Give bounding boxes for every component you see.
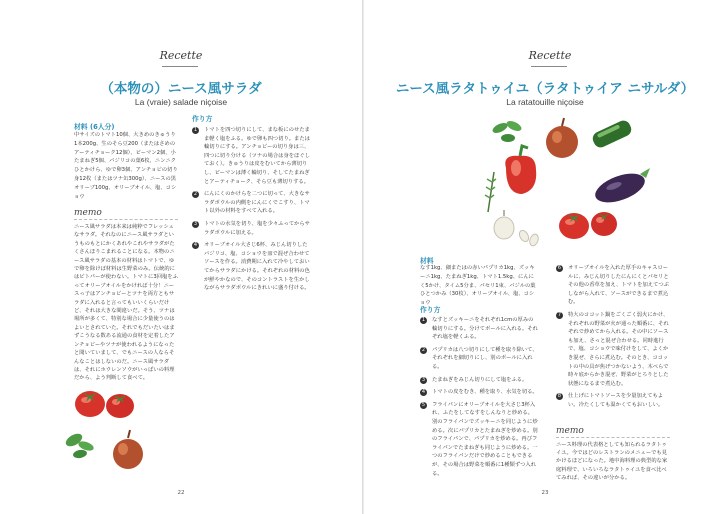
right-page xyxy=(364,0,726,514)
brand-underline xyxy=(162,66,198,67)
method-heading: 作り方 xyxy=(420,306,441,314)
brand-underline xyxy=(531,66,567,67)
step-item xyxy=(420,376,538,385)
step-text: 仕上げにトマトソースを少量加えてもよい。冷たくしても温かくてもおいしい。 xyxy=(568,393,664,408)
recipe-subtitle: La ratatouille niçoise xyxy=(506,97,584,107)
left-page xyxy=(0,0,362,514)
memo-box xyxy=(74,208,178,383)
step-number: 1 xyxy=(421,317,426,323)
step-item xyxy=(556,311,670,388)
page-number: 22 xyxy=(177,490,185,496)
eggplant-icon xyxy=(591,168,650,208)
memo-box xyxy=(556,426,670,482)
ingredients-text: 中サイズのトマト10個、大きめのきゅうり1本200g、生のそら豆200（またはさめのアーティチョーク12個）、ピーマン2個、小たまねぎ5個、バジリコの葉6枚、ニンニクひとかけら、ゆで卵3個、アンチョビの切り身12枚（またはツナ缶300g）、ニースの黒オリーブ100g、オリーブオイル、塩、コショウ xyxy=(74,132,178,200)
step-number: 5 xyxy=(421,401,426,408)
garlic-icon xyxy=(494,210,540,247)
basil-leaf-icon xyxy=(491,119,523,142)
step-item xyxy=(420,316,538,342)
recipe-title: （本物の）ニース風サラダ xyxy=(100,81,262,97)
tomato-icon xyxy=(559,213,589,239)
step-item xyxy=(556,392,670,409)
onion-icon xyxy=(546,118,578,158)
step-item xyxy=(420,401,538,478)
memo-label: memo xyxy=(74,208,102,218)
step-text: オリーブオイル大さじ6杯、みじん切りしたバジリコ、塩、コショウを皿で混ぜ合わせてソースを作る。消費期に入れて冷やしておいてからサラダにかける。それぞれの材料の色が鮮やかなので、そのコントラストを生かしながらサラダボウルにきれいに盛り付ける。 xyxy=(204,242,310,292)
step-item xyxy=(192,220,312,237)
memo-divider xyxy=(556,437,670,438)
memo-divider xyxy=(74,219,178,220)
ingredients-text: なす1kg、細またはの赤いパプリカ1kg、ズッキーニ1kg、たまねぎ1kg、トマト1.5kg、にんにく5かけ、タイム5分ま、パセリ1束、バジルの葉ひとつかみ（30枚）、オリーブオイル、塩、コショウ xyxy=(420,265,536,307)
step-item xyxy=(192,190,312,216)
step-item xyxy=(420,346,538,372)
step-text: オリーブオイルを入れた厚手のキャスロールに、みじん切りしたにんにくとパセリとその他の香草を加え、トマトを加えてつぶしながら入れて、ソースができるまで煮込む。 xyxy=(568,265,669,306)
step-number: 4 xyxy=(193,242,198,249)
method-steps-right xyxy=(556,264,670,414)
step-text: トマトの水気を切り、塩を少々ふってからサラダボウルに加える。 xyxy=(204,220,310,236)
step-item xyxy=(556,264,670,307)
zucchini-icon xyxy=(590,118,633,149)
red-pepper-icon xyxy=(505,146,536,194)
salad-illustration xyxy=(60,380,180,480)
recipe-title: ニース風ラタトゥイユ（ラタトゥイア ニサルダ） xyxy=(395,81,695,97)
step-number: 3 xyxy=(193,220,198,227)
step-number: 2 xyxy=(421,346,426,353)
tomato-icon xyxy=(75,391,105,417)
step-number: 4 xyxy=(421,389,426,396)
step-item xyxy=(420,388,538,397)
page-number: 23 xyxy=(541,490,549,496)
step-text: フライパンにオリーブオイルを大さじ3杯入れ、ふたをしてなすをしんなりと炒める。別のフライパンでズッキーニを同じように炒める。次にパプリカとたまねぎを炒める。別のフライパンで、パプリカを炒める。再びフライパンでたまねぎも同じように炒める。一つのフライパンだけで炒めることもできるが、その場合は野菜を順番に1種類ずつ入れる。 xyxy=(432,401,538,477)
brand-logo-left: Recette xyxy=(159,49,203,62)
memo-text: ニース風サラダは本来は純粋でフレッシュなサラダ。それなのにニース風サラダというものもとにかくあれやこれやサラダがたくさんほりこまれることになる。本物のニース風サラダの基本の材料はトマトで、ゆで卵を除けば材料は生野菜のみ。伝統的にはピトパーが使わない。トマトに3回塩をふってオリーブオイルをかければ十分！ニースっ子はアンチョビーとツナを両方ともサラダに入れると言ってもいいくらいだけど、それは大きな間違いだ。そう、ツナは場所が多くて、特別な場合に少量使うのはよいとされていた。それでもだいたいはまずこうなる数ある流通の食材を定着したアンチョビーやツナが使われるようになったと聞いていまして、でもニースの人ならそんなことはしないのだ。ニース風サラダは、それにホウレンソウがいっぱいの料理だから、よう判断して食べて。 xyxy=(74,224,178,382)
ratatouille-illustration xyxy=(484,116,656,250)
tomato-icon xyxy=(591,212,617,236)
step-text: たまねぎをみじん切りにして塩をふる。 xyxy=(432,376,528,383)
ingredients-heading: 材料 xyxy=(420,257,434,265)
step-number: 6 xyxy=(557,265,562,271)
thyme-icon xyxy=(485,172,496,212)
ingredients-heading: 材料 (6人分) xyxy=(74,123,115,131)
tomato-icon xyxy=(106,394,134,418)
onion-icon xyxy=(113,430,143,469)
step-number: 7 xyxy=(557,311,562,318)
step-number: 1 xyxy=(193,127,198,133)
memo-text: ニース料理の代表格としても知られるラタトゥイユ。今ではどのレストランのメニューでも見かけるほどになった。地中海料理の典型的な家庭料理で、いろいろなラタトゥイユを食べ比べてみれば、その違いが分かる。 xyxy=(556,442,668,481)
recipe-subtitle: La (vraie) salade niçoise xyxy=(134,97,228,107)
step-text: にんにくのかけらを二つに切って、大きなサラダボウルの内側をにんにくでこすり、トマト以外の材料をすべて入れる。 xyxy=(204,191,310,215)
step-number: 3 xyxy=(421,376,426,383)
step-number: 2 xyxy=(193,191,198,198)
method-steps xyxy=(192,126,312,297)
step-item xyxy=(192,241,312,293)
step-text: パプリカは八つ切りにして種を取り除いて、それぞれを細切りにし、別のボールに入れる。 xyxy=(432,346,538,370)
step-item xyxy=(192,126,312,186)
step-text: なすとズッキーニをそれぞれ1cmの厚みの輪切りにする。分けてボールに入れる。それぞれ塩を軽くふる。 xyxy=(432,317,538,341)
memo-label: memo xyxy=(556,426,584,436)
step-text: トマトの皮をむき、種を取り、水気を切る。 xyxy=(432,389,538,396)
step-text: トマトを四つ切りにして、まな板にのせたまま軽く塩をふる。ゆで卵も四つ切り。または輪切りにする。アンチョビーの切り身は三、四つに切り分ける（ツナの場合は身をほぐしておく）。きゅうりは皮をむいてから薄切りし、ピーマンは薄く輪切り、そしてたまねぎとアーティチョーク、そら豆も薄切りする。 xyxy=(204,127,310,185)
brand-logo-right: Recette xyxy=(528,49,572,62)
step-number: 8 xyxy=(557,393,562,400)
method-steps-left xyxy=(420,316,538,482)
step-text: 特大のココット鍋をごくごく弱火にかけ、それぞれの野菜が火が通った順番に、それぞれで炒めてから入れる。その中にソースも加え、さっと混ぜ合わせる。同時進行で、塩、コショウで味付けをして、よくかき混ぜ、さらに煮込む。そのとき、ココットの中の具が焦げつかないよう、木べらで時々底からかき混ぜ、野菜がとろりとした状態になるまで煮込む。 xyxy=(568,311,669,387)
method-heading: 作り方 xyxy=(192,115,213,123)
basil-leaf-icon xyxy=(64,431,95,459)
